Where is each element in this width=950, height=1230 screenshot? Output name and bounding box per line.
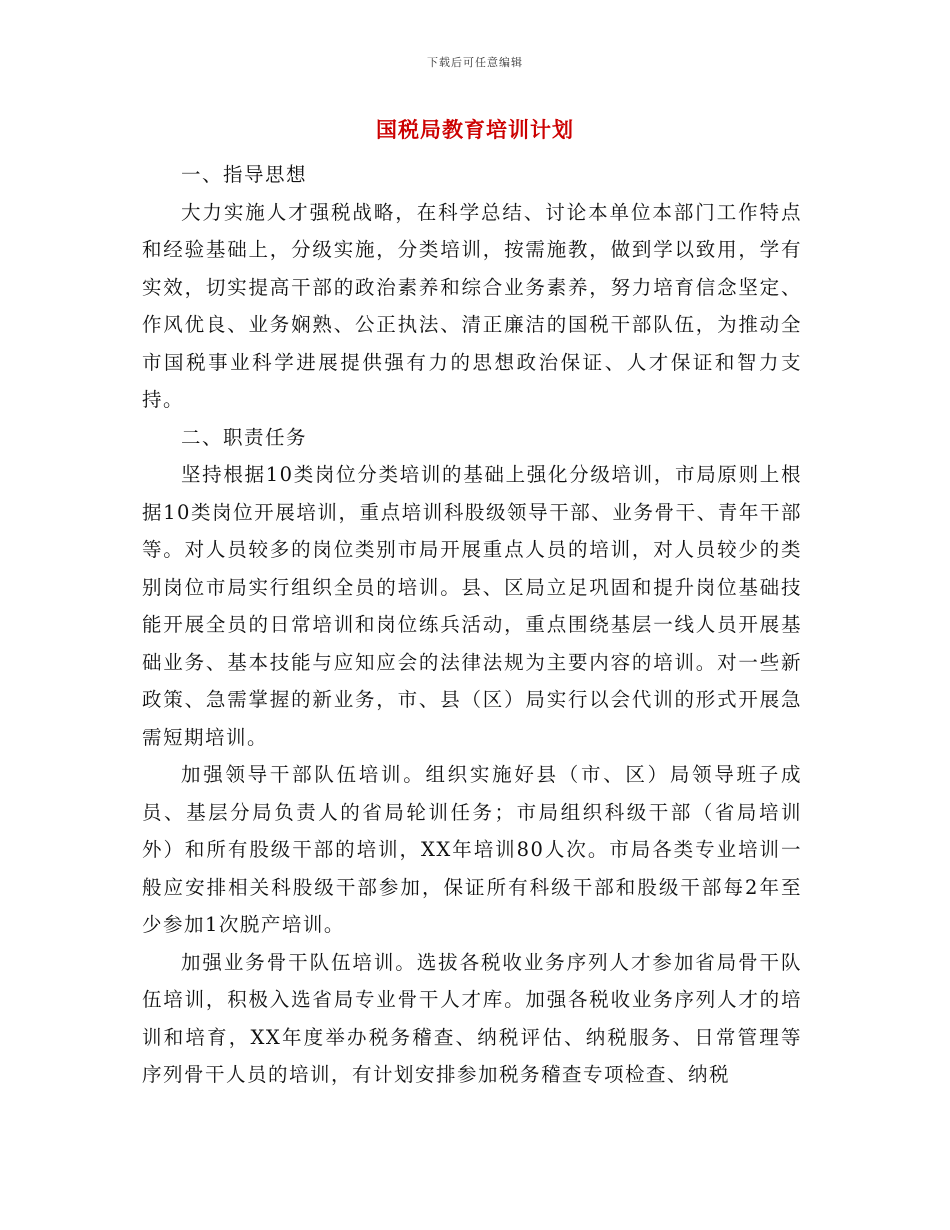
section-heading-duties-tasks: 二、职责任务 bbox=[181, 425, 308, 449]
section-heading-guiding-ideology: 一、指导思想 bbox=[181, 163, 308, 186]
header-note: 下载后可任意编辑 bbox=[427, 56, 523, 69]
document-title: 国税局教育培训计划 bbox=[376, 117, 574, 142]
paragraph-guiding-ideology: 大力实施人才强税战略，在科学总结、讨论本单位本部门工作特点和经验基础上，分级实施，分类培训，按需施教，做到学以致用，学有实效，切实提高干部的政治素养和综合业务素养，努力培育信念坚定、作风优良、业务娴熟、公正执法、清正廉洁的国税干部队伍，为推动全市国税事业科学进展提供强有力的思想政治保证、人才保证和智力支持。 bbox=[142, 200, 802, 411]
paragraph-leadership-training: 加强领导干部队伍培训。组织实施好县（市、区）局领导班子成员、基层分局负责人的省局轮训任务；市局组织科级干部（省局培训外）和所有股级干部的培训，XX年培训80人次。市局各类专业培训一般应安排相关科股级干部参加，保证所有科级干部和股级干部每2年至少参加1次脱产培训。 bbox=[142, 763, 802, 936]
paragraph-backbone-training: 加强业务骨干队伍培训。选拔各税收业务序列人才参加省局骨干队伍培训，积极入选省局专业骨干人才库。加强各税收业务序列人才的培训和培育，XX年度举办税务稽查、纳税评估、纳税服务、日常管理等序列骨干人员的培训，有计划安排参加税务稽查专项检查、纳税 bbox=[142, 950, 802, 1086]
paragraph-classified-training: 坚持根据10类岗位分类培训的基础上强化分级培训，市局原则上根据10类岗位开展培训，重点培训科股级领导干部、业务骨干、青年干部等。对人员较多的岗位类别市局开展重点人员的培训，对人员较少的类别岗位市局实行组织全员的培训。县、区局立足巩固和提升岗位基础技能开展全员的日常培训和岗位练兵活动，重点围绕基层一线人员开展基础业务、基本技能与应知应会的法律法规为主要内容的培训。对一些新政策、急需掌握的新业务，市、县（区）局实行以会代训的形式开展急需短期培训。 bbox=[142, 463, 802, 749]
document-body bbox=[142, 156, 802, 1094]
